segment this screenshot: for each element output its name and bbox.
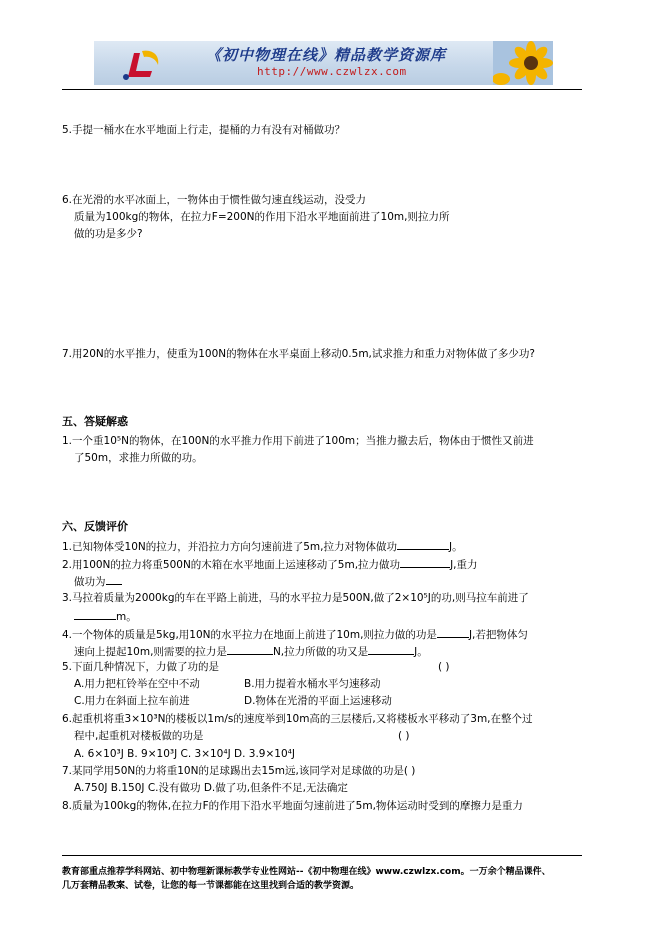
answer-blank[interactable] [106,573,122,585]
sunflower-icon [493,41,553,85]
answer-blank[interactable] [400,556,450,568]
section-5-heading: 五、答疑解惑 [62,415,128,428]
banner-title: 《初中物理在线》精品教学资源库 [206,46,447,64]
feedback-q4-text-2: J,若把物体匀 [468,629,528,641]
feedback-q3-line-2 [74,608,137,624]
feedback-q2-text: 2.用100N的拉力将重500N的木箱在水平地面上运速移动了5m,拉力做功 [62,559,401,571]
feedback-q6: 6.起重机将重3×10³N的楼板以1m/s的速度举到10m高的三层楼后,又将楼板水平移动了3m,在整个过 [62,713,533,725]
feedback-q6-answer-paren[interactable]: ( ) [398,730,410,742]
feedback-q7: 7.某同学用50N的力将重10N的足球踢出去15m远,该同学对足球做的功是( ) [62,765,416,777]
answer-blank[interactable] [397,538,449,550]
feedback-q4-text-3: 速向上提起10m,则需要的拉力是 [74,646,227,658]
header-banner [94,41,553,85]
feedback-q8: 8.质量为100kg的物体,在拉力F的作用下沿水平地面匀速前进了5m,物体运动时受到的摩擦力是重力 [62,800,523,812]
feedback-q2-line-2 [74,573,122,589]
feedback-q4 [62,626,528,642]
footer-line-1: 教育部重点推荐学科网站、初中物理新课标教学专业性网站--《初中物理在线》www.czwlzx.com。一万余个精品课件、 [62,867,551,877]
section-5-q1-line-2: 了50m，求推力所做的功。 [74,452,203,464]
footer-line-2: 几万套精品教案、试卷，让您的每一节课都能在这里找到合适的教学资源。 [62,881,360,891]
feedback-q6-line-2: 程中,起重机对楼板做的功是 [74,730,204,742]
question-6-line-3: 做的功是多少? [74,228,143,240]
feedback-q5-option-a[interactable]: A.用力把杠铃举在空中不动 [74,678,200,690]
feedback-q2-unit: J,重力 [450,559,478,571]
feedback-q3-unit: m。 [116,611,137,623]
answer-blank[interactable] [74,608,116,620]
feedback-q4-line-2 [74,643,428,659]
question-6-line-1: 6.在光滑的水平冰面上，一物体由于惯性做匀速直线运动，没受力 [62,194,367,206]
answer-blank[interactable] [437,626,469,638]
feedback-q7-options[interactable]: A.750J B.150J C.没有做功 D.做了功,但条件不足,无法确定 [74,782,348,794]
logo-icon [118,47,164,81]
feedback-q3: 3.马拉着质量为2000kg的车在平路上前进，马的水平拉力是500N,做了2×10⁵J的功,则马拉车前进了 [62,592,529,604]
question-7: 7.用20N的水平推力，使重为100N的物体在水平桌面上移动0.5m,试求推力和重力对物体做了多少功? [62,348,535,360]
feedback-q2 [62,556,478,572]
feedback-q1 [62,538,463,554]
header-rule [62,89,582,90]
feedback-q6-options[interactable]: A. 6×10³J B. 9×10³J C. 3×10⁴J D. 3.9×10⁴J [74,748,295,760]
feedback-q1-text: 1.已知物体受10N的拉力，并沿拉力方向匀速前进了5m,拉力对物体做功 [62,541,397,553]
question-6-line-2: 质量为100kg的物体，在拉力F=200N的作用下沿水平地面前进了10m,则拉力所 [74,211,450,223]
answer-blank[interactable] [368,643,414,655]
feedback-q5-option-d[interactable]: D.物体在光滑的平面上运速移动 [244,695,392,707]
feedback-q5: 5.下面几种情况下，力做了功的是 [62,661,220,673]
footer-rule [62,855,582,856]
feedback-q1-unit: J。 [448,541,463,553]
question-5: 5.手提一桶水在水平地面上行走，提桶的力有没有对桶做功？ [62,124,346,136]
section-6-heading: 六、反馈评价 [62,520,128,533]
section-5-q1-line-1: 1.一个重10⁵N的物体，在100N的水平推力作用下前进了100m；当推力撤去后，物体由于惯性又前进 [62,435,534,447]
banner-url[interactable]: http://www.czwlzx.com [257,65,407,78]
feedback-q2-text-2: 做功为 [74,576,106,588]
feedback-q4-text: 4.一个物体的质量是5kg,用10N的水平拉力在地面上前进了10m,则拉力做的功是 [62,629,437,641]
feedback-q5-option-c[interactable]: C.用力在斜面上拉车前进 [74,695,190,707]
feedback-q5-option-b[interactable]: B.用力提着水桶水平匀速移动 [244,678,381,690]
feedback-q4-unit: J。 [414,646,428,658]
answer-blank[interactable] [227,643,273,655]
feedback-q4-text-4: N,拉力所做的功又是 [272,646,369,658]
feedback-q5-answer-paren[interactable]: ( ) [438,661,450,673]
